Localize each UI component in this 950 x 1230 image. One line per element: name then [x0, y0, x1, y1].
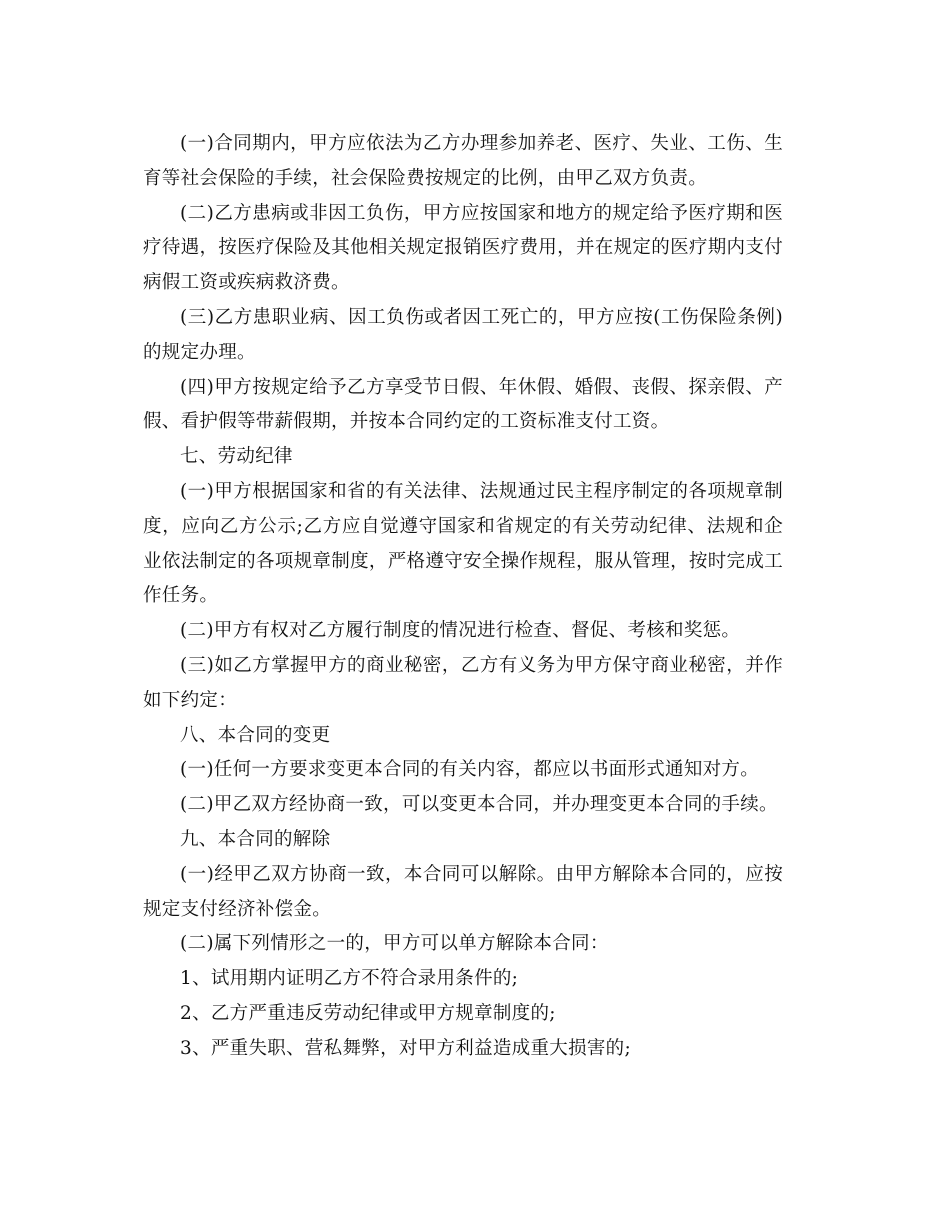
paragraph-sick-leave: (二)乙方患病或非因工负伤，甲方应按国家和地方的规定给予医疗期和医疗待遇，按医疗保险及其他相关规定报销医疗费用，并在规定的医疗期内支付病假工资或疾病救济费。: [143, 202, 783, 294]
section-heading-labor-discipline: 七、劳动纪律: [180, 446, 293, 468]
document-body: [143, 127, 783, 1067]
list-item-serious-misconduct: 3、严重失职、营私舞弊，对甲方利益造成重大损害的;: [180, 1037, 632, 1059]
list-item-discipline-violation: 2、乙方严重违反劳动纪律或甲方规章制度的;: [180, 1002, 556, 1024]
paragraph-change-notice: (一)任何一方要求变更本合同的有关内容，都应以书面形式通知对方。: [180, 759, 760, 781]
section-heading-contract-change: 八、本合同的变更: [180, 724, 331, 746]
paragraph-work-injury: (三)乙方患职业病、因工负伤或者因工死亡的，甲方应按(工伤保险条例)的规定办理。: [143, 306, 783, 363]
section-heading-contract-termination: 九、本合同的解除: [180, 828, 331, 850]
paragraph-inspection: (二)甲方有权对乙方履行制度的情况进行检查、督促、考核和奖惩。: [180, 620, 741, 642]
paragraph-unilateral-termination: (二)属下列情形之一的，甲方可以单方解除本合同：: [180, 933, 609, 955]
paragraph-change-agreement: (二)甲乙双方经协商一致，可以变更本合同，并办理变更本合同的手续。: [180, 794, 778, 816]
paragraph-trade-secrets: (三)如乙方掌握甲方的商业秘密，乙方有义务为甲方保守商业秘密，并作如下约定：: [143, 654, 783, 711]
paragraph-social-insurance: (一)合同期内，甲方应依法为乙方办理参加养老、医疗、失业、工伤、生育等社会保险的手续，社会保险费按规定的比例，由甲乙双方负责。: [143, 133, 783, 189]
list-item-probation: 1、试用期内证明乙方不符合录用条件的;: [180, 968, 519, 990]
paragraph-rules-publicity: (一)甲方根据国家和省的有关法律、法规通过民主程序制定的各项规章制度，应向乙方公示;乙方应自觉遵守国家和省规定的有关劳动纪律、法规和企业依法制定的各项规章制度，严格遵守安全操作规程，服从管理，按时完成工作任务。: [143, 480, 783, 607]
paragraph-mutual-termination: (一)经甲乙双方协商一致，本合同可以解除。由甲方解除本合同的，应按规定支付经济补偿金。: [143, 863, 783, 920]
paragraph-paid-leave: (四)甲方按规定给予乙方享受节日假、年休假、婚假、丧假、探亲假、产假、看护假等带薪假期，并按本合同约定的工资标准支付工资。: [143, 376, 783, 433]
